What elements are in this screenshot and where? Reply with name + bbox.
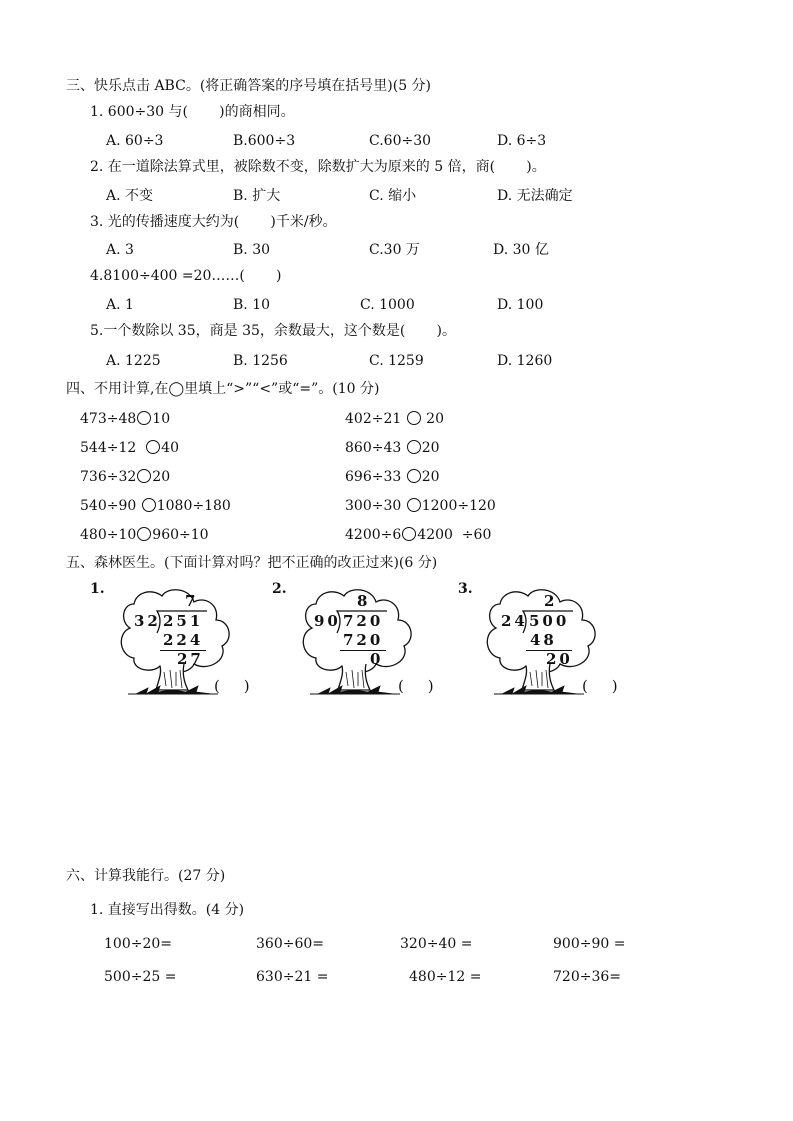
problem1-dividend: 251 [163, 612, 204, 630]
calc-r2-c3: 480÷12 = [409, 969, 482, 985]
calc-r2-c4: 720÷36= [553, 969, 621, 985]
q3-stem: 3. 光的传播速度大约为( )千米/秒。 [90, 214, 337, 230]
section6-title: 六、计算我能行。(27 分) [66, 868, 226, 884]
expr: 860÷43 [345, 440, 406, 456]
compare-row5-right [345, 526, 491, 544]
problem1-quotient: 7 [185, 592, 199, 610]
problem2-divisor: 90 [314, 612, 341, 630]
problem3-divisor: 24 [501, 612, 528, 630]
compare-row4-left [80, 497, 231, 515]
problem1-divisor: 32 [134, 612, 161, 630]
q4-stem: 4.8100÷400 =20……( ) [90, 268, 282, 284]
answer-circle[interactable] [402, 527, 416, 541]
answer-circle[interactable] [407, 411, 421, 425]
q1-option-d: D. 6÷3 [497, 133, 547, 149]
q4-option-c: C. 1000 [360, 297, 415, 313]
problem3-number: 3. [458, 581, 473, 597]
section3-title: 三、快乐点击 ABC。(将正确答案的序号填在括号里)(5 分) [66, 78, 432, 94]
compare-row2-left [80, 439, 179, 457]
q5-option-d: D. 1260 [497, 353, 553, 369]
problem2-number: 2. [272, 581, 287, 597]
q5-option-c: C. 1259 [369, 353, 424, 369]
answer-circle[interactable] [407, 469, 421, 483]
problem1-number: 1. [90, 581, 105, 597]
q4-option-d: D. 100 [497, 297, 544, 313]
compare-row3-left [80, 468, 170, 486]
expr: 1080÷180 [156, 498, 231, 514]
answer-circle[interactable] [142, 498, 156, 512]
q5-option-b: B. 1256 [233, 353, 288, 369]
problem1-product: 224 [163, 631, 204, 649]
calc-r1-c1: 100÷20= [104, 936, 172, 952]
q2-option-c: C. 缩小 [369, 188, 417, 204]
expr: 20 [421, 469, 440, 485]
problem3-remainder: 20 [546, 650, 573, 668]
q3-option-b: B. 30 [233, 242, 271, 258]
q3-option-c: C.30 万 [369, 242, 420, 258]
section4-title: 四、不用计算,在◯里填上“>”“<”或“=”。(10 分) [66, 381, 380, 397]
q1-option-a: A. 60÷3 [106, 133, 164, 149]
calc-r2-c1: 500÷25 = [104, 969, 177, 985]
expr: 544÷12 [80, 440, 146, 456]
compare-row5-left [80, 526, 209, 544]
q5-option-a: A. 1225 [106, 353, 161, 369]
expr: 1200÷120 [421, 498, 496, 514]
q2-stem: 2. 在一道除法算式里，被除数不变，除数扩大为原来的 5 倍，商( )。 [90, 159, 546, 175]
expr: 10 [152, 411, 171, 427]
expr: 4200 ÷60 [417, 527, 492, 543]
q2-option-a: A. 不变 [106, 188, 154, 204]
compare-row3-right [345, 468, 440, 486]
expr: 20 [421, 411, 444, 427]
problem1-remainder: 27 [177, 650, 204, 668]
compare-row4-right [345, 497, 496, 515]
expr: 300÷30 [345, 498, 406, 514]
expr: 402÷21 [345, 411, 406, 427]
answer-circle[interactable] [137, 469, 151, 483]
expr: 736÷32 [80, 469, 137, 485]
problem3-quotient: 2 [544, 592, 558, 610]
section5-title: 五、森林医生。(下面计算对吗？把不正确的改正过来)(6 分) [66, 555, 438, 571]
expr: 20 [421, 440, 440, 456]
expr: 20 [152, 469, 171, 485]
q3-option-a: A. 3 [106, 242, 134, 258]
problem2-remainder: 0 [370, 650, 384, 668]
calc-r1-c4: 900÷90 = [553, 936, 626, 952]
expr: 473÷48 [80, 411, 137, 427]
problem3-product: 48 [530, 631, 557, 649]
compare-row1-left [80, 410, 170, 428]
compare-row2-right [345, 439, 440, 457]
q4-option-b: B. 10 [233, 297, 271, 313]
expr: 696÷33 [345, 469, 406, 485]
q1-stem: 1. 600÷30 与( )的商相同。 [90, 104, 295, 120]
answer-circle[interactable] [407, 440, 421, 454]
problem2-answer-paren[interactable]: ( ) [398, 677, 434, 695]
answer-circle[interactable] [137, 527, 151, 541]
expr: 540÷90 [80, 498, 141, 514]
problem1-answer-paren[interactable]: ( ) [214, 677, 250, 695]
calc-r1-c2: 360÷60= [256, 936, 324, 952]
q1-option-c: C.60÷30 [369, 133, 432, 149]
answer-circle[interactable] [137, 411, 151, 425]
section6-sub1: 1. 直接写出得数。(4 分) [90, 902, 245, 918]
q1-option-b: B.600÷3 [233, 133, 296, 149]
problem2-dividend: 720 [343, 612, 384, 630]
q5-stem: 5.一个数除以 35，商是 35，余数最大，这个数是( )。 [90, 323, 456, 339]
calc-r1-c3: 320÷40 = [400, 936, 473, 952]
answer-circle[interactable] [407, 498, 421, 512]
q4-option-a: A. 1 [106, 297, 134, 313]
q3-option-d: D. 30 亿 [493, 242, 549, 258]
expr: 480÷10 [80, 527, 137, 543]
problem3-answer-paren[interactable]: ( ) [582, 677, 618, 695]
answer-circle[interactable] [146, 440, 160, 454]
expr: 40 [161, 440, 179, 456]
compare-row1-right [345, 410, 444, 428]
problem3-dividend: 500 [529, 612, 570, 630]
expr: 960÷10 [152, 527, 209, 543]
q2-option-b: B. 扩大 [233, 188, 281, 204]
expr: 4200÷6 [345, 527, 402, 543]
problem2-quotient: 8 [357, 592, 371, 610]
problem2-product: 720 [343, 631, 384, 649]
calc-r2-c2: 630÷21 = [256, 969, 329, 985]
q2-option-d: D. 无法确定 [497, 188, 573, 204]
